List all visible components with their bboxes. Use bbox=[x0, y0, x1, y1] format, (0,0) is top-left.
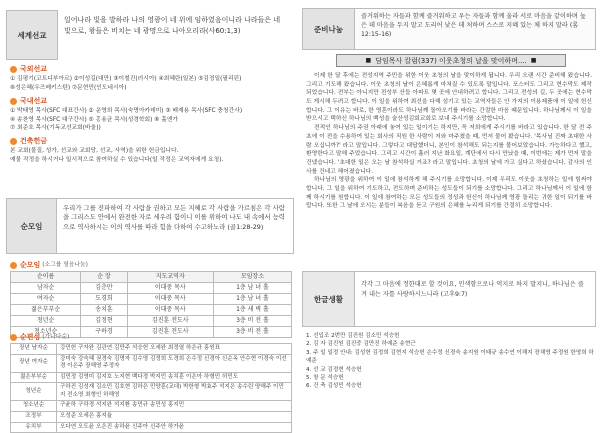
group-members: 오다연 오도윤 오은진 송하윤 신주아 신주안 하가윤 bbox=[57, 422, 292, 433]
cell-name: 청소년순 bbox=[11, 327, 81, 338]
cell-place: 1층 남 녀 홀 bbox=[213, 294, 291, 305]
left-page bbox=[0, 0, 300, 430]
question-box bbox=[302, 271, 596, 327]
list-item: 2. 김 자 김진원 김진중 김만진 하예준 송현근 bbox=[306, 341, 416, 348]
list-item: 4. 선 교 김정현 석승헌 bbox=[306, 366, 362, 373]
table-row bbox=[11, 305, 292, 316]
cell-place: 3층 비 전 홀 bbox=[213, 316, 291, 327]
cell-leader: 김춘만 bbox=[81, 283, 127, 294]
group-name: 젊은부부순 bbox=[11, 372, 57, 383]
schedule-list bbox=[306, 332, 594, 391]
domestic-mission-line: ⑦ 최준호 목사(기독교선교회(바울)) bbox=[10, 124, 101, 131]
cell-name: 젊은부부순 bbox=[11, 305, 81, 316]
cell-place: 1층 새 벽 홀 bbox=[213, 305, 291, 316]
domestic-mission-title: 국내선교 bbox=[20, 97, 48, 105]
prayer-label: 순모임 bbox=[7, 199, 57, 253]
foreign-mission-title: 국외선교 bbox=[20, 65, 48, 73]
cells-section bbox=[10, 260, 292, 338]
bullet-icon bbox=[10, 262, 17, 269]
building-section bbox=[10, 136, 292, 164]
cells-subtitle: (소그룹 열음나눔) bbox=[42, 261, 88, 268]
prayer-text: 우리가 그를 전파하여 각 사람을 권하고 모든 지혜로 각 사람을 가르침은 각 사람을 그리스도 안에서 완전한 자로 세우려 함이니 이를 위하여 나도 내 속에서 능력으로 역사하시는 이의 역사를 따라 힘을 다하여 수고하노라 (골1:28-29) bbox=[63, 204, 285, 231]
prayer-box bbox=[6, 198, 294, 254]
mission-label: 세계선교 bbox=[6, 10, 58, 60]
list-item: 5. 창 문 석승헌 bbox=[306, 374, 344, 381]
cell-pastor: 김진훈 전도사 bbox=[127, 316, 213, 327]
visits-subtitle: (가나다순) bbox=[42, 333, 70, 340]
column-paragraph: 이제 한 달 후에는 전성지역 주민을 위한 이웃 초청의 날을 맞이하게 됩니다. 우리 오랜 시간 준비해 왔습니다. 그리고 기도해 왔습니다. 이웃 초청의 날이 은혜롭게 마쳐질 수 있도록 말입니다. 포스터도 그리고 현수막도 제작되었습니다. 전부는 아니지만 전성부 산들 아파트 몇 곳에 안내하려고 합니다. 그리고 전성의 길, 두 곳에는 현수막도 게시해 두려고 합니다. 이 일을 위하여 최선을 다해 섬기고 있는 교역자들은 안 가지의 이용제품에 이 일에 헌신합니다. 그 이유는 바로, 한 영혼이라도 하나님께 돌아오기를 바라는 간절한 마음 때문입니다. 하나님께서 이 일을 받으시고 택하신 하나님의 백성을 술산성김회교회로 보내 주시기를 소망합니다. bbox=[306, 73, 592, 123]
question-text: 각각 그 마음에 정한대로 할 것이요, 인색함으로나 억지로 하지 말지니, 하나님은 즐겨 내는 자를 사랑하시느니라 (고후9:7) bbox=[361, 281, 584, 298]
cell-pastor: 김진훈 전도사 bbox=[127, 327, 213, 338]
list-item: 6. 건 축 김성민 석승헌 bbox=[306, 383, 362, 390]
cells-header-row bbox=[11, 272, 292, 283]
table-row bbox=[11, 354, 292, 372]
domestic-mission-line: ① 박태영 목사(SFC 대표간사) ② 운영희 목사(숙명아카데미) ③ 배재용 목사(SFC 충청간사) bbox=[10, 108, 243, 115]
cell-leader: 김정현 bbox=[81, 316, 127, 327]
group-members: 구윤하 구하경 석지완 석지환 송민규 송민성 홍지민 bbox=[57, 401, 292, 412]
table-row bbox=[11, 316, 292, 327]
column-title: 담임목사 칼럼(337) 이웃초청의 날을 맞이하며.... bbox=[375, 56, 527, 65]
square-icon: ■ bbox=[530, 57, 537, 64]
cells-title: 순모임 bbox=[20, 261, 41, 269]
blessing-text: 즐거워하는 자들과 함께 즐거워하고 우는 자들과 함께 울라 서로 마음을 같이하며 높은 데 마음을 두지 말고 도리어 낮은 데 처하며 스스로 지혜 있는 체 하지 말라 (롬12:15-16) bbox=[361, 13, 586, 38]
column-paragraph: 전적인 하나님의 주권 아래에 놓여 있는 일이기는 하지만, 꼭 저희에게 주시기를 바라고 있습니다. 한 달 전 주초에 이 전을 수용하여 있는 회사의 직원 한 사람이 저와 마주쳤을 때, 먼저 물어 봤습니다. '목사님 진짜 초대한 사람 오십니까?' 라고 말입니다. 그렇다고 대답했더니, 본인이 참석해도 되는지를 물어보았습니다. 가능하다고 했고, 환영한다고 말해 주었습니다. 그리고 시간이 흘러 지난 화요일, 계단에서 다시 만났을 때, 이번에는 제가 먼저 말을 건넸습니다. '초대한 일은 오는 날 참석하실 거죠? 라고 말입니다. 초청의 날에 가고 싶다고 하셨습니다. 감사의 인사를 건네고 헤어졌습니다. bbox=[306, 125, 592, 175]
column-paragraph: 하나님의 영광을 위하여 이 일에 참석하게 해 주시기를 소망합니다. 이제 우리도 이웃을 초청하는 일에 힘써야 합니다. 그 일을 위하여 기도하고, 전도하며 준비하는 성도들이 되기를 소망합니다. 그리고 하나님께서 이 일에 함께 하시기를 원합니다. 이 일에 참여하는 모든 성도들의 정성과 헌신이 하나님께 영광 돌리는 귀한 일이 되기를 바랍니다. 또한 그 날에 오시는 분들이 복음을 듣고 구원의 은혜를 누리게 되기를 간절히 소망합니다. bbox=[306, 177, 592, 210]
list-item: 1. 선입조 2번만 김진원 김소민 석승헌 bbox=[306, 333, 400, 339]
cell-pastor: 이대중 목사 bbox=[127, 283, 213, 294]
table-row bbox=[11, 344, 292, 355]
group-members: 김민정 김영미 김지호 노지현 백다경 박지민 송치훈 이은아 하형민 허민도 bbox=[57, 372, 292, 383]
group-members: 강미숙 강숙혜 권경숙 김명자 김수영 김정희 도경희 손수정 신경아 신순옥 안수현 이경숙 이선경 이은주 장해영 주정자 bbox=[57, 354, 292, 372]
mission-text: 일어나라 빛을 발하라 나의 영광이 네 위에 임하였음이니라 나라들은 네 빛으로, 왕들은 비치는 네 광명으로 나아오리라(사60:1,3) bbox=[64, 16, 281, 35]
cell-name: 여자순 bbox=[11, 294, 81, 305]
visits-table bbox=[10, 343, 292, 433]
cells-header: 순이름 bbox=[11, 272, 81, 283]
bullet-icon bbox=[10, 334, 17, 341]
cell-leader: 도경희 bbox=[81, 294, 127, 305]
bullet-icon bbox=[10, 66, 17, 73]
building-title: 건축헌금 bbox=[20, 137, 48, 145]
bullet-icon bbox=[10, 98, 17, 105]
visits-title: 순편성 bbox=[20, 333, 41, 341]
cell-place: 3층 비 전 홀 bbox=[213, 327, 291, 338]
foreign-mission-section bbox=[10, 64, 292, 92]
group-name: 장년 여자순 bbox=[11, 354, 57, 372]
cell-name: 청년순 bbox=[11, 316, 81, 327]
domestic-mission-section bbox=[10, 96, 292, 132]
group-name: 유치부 bbox=[11, 422, 57, 433]
building-line: 예물 작정을 하시거나 일시적으로 참여하실 수 있습니다(일 작정은 교역자에게 요청). bbox=[10, 156, 224, 163]
foreign-mission-line: ⑥성은혜(우즈베키스탄) ⑦문현민(인도네시아) bbox=[10, 84, 127, 91]
group-members: 강민헌 구자완 김관연 김만주 석승헌 오세완 최정열 하은규 홍원표 bbox=[57, 344, 292, 355]
building-line: 본 교회(물질, 성가, 선교와 교회당, 선교, 사역)을 위한 헌금입니다. bbox=[10, 148, 179, 155]
domestic-mission-line: ④ 송찬영 목사(SFC 대구간사) ⑤ 홍용균 목사(성경학회) ⑥ 홀엔가 bbox=[10, 116, 179, 123]
blessing-box bbox=[302, 8, 596, 50]
right-page bbox=[300, 0, 600, 424]
table-row bbox=[11, 422, 292, 433]
group-members: 구하진 김성재 김소민 김호현 김하은 민양훈(교대) 박한형 박효주 석지은 송수린 양해주 이민지 전소영 최형인 하해영 bbox=[57, 383, 292, 401]
cell-leader: 송치훈 bbox=[81, 305, 127, 316]
cell-pastor: 이대중 목사 bbox=[127, 305, 213, 316]
cells-header: 지도교역자 bbox=[127, 272, 213, 283]
cells-table bbox=[10, 271, 292, 338]
group-name: 청소년순 bbox=[11, 401, 57, 412]
table-row bbox=[11, 401, 292, 412]
question-label: 한글생활 bbox=[303, 272, 355, 326]
bullet-icon bbox=[10, 138, 17, 145]
group-members: 오성준 오세은 홍지율 bbox=[57, 411, 292, 422]
column-title-banner bbox=[336, 54, 566, 67]
table-row bbox=[11, 372, 292, 383]
group-name: 조정부 bbox=[11, 411, 57, 422]
cell-pastor: 이대중 목사 bbox=[127, 294, 213, 305]
visits-section bbox=[10, 332, 292, 433]
cell-name: 남자순 bbox=[11, 283, 81, 294]
blessing-label: 준비나눔 bbox=[303, 9, 355, 49]
table-row bbox=[11, 283, 292, 294]
list-item: 3. 주 일 일정 안내: 김성헌 김정희 김현지 석승헌 손수정 신경숙 송지원 이태규 송수연 이해지 장채영 주정원 한영희 하예준 bbox=[306, 349, 594, 365]
table-row bbox=[11, 294, 292, 305]
table-row bbox=[11, 383, 292, 401]
group-name: 청년순 bbox=[11, 383, 57, 401]
square-icon: ■ bbox=[365, 57, 372, 64]
cell-place: 1층 남 녀 홀 bbox=[213, 283, 291, 294]
group-name: 장년 남자순 bbox=[11, 344, 57, 355]
cells-header: 모임장소 bbox=[213, 272, 291, 283]
column-body bbox=[306, 72, 592, 268]
mission-box bbox=[6, 10, 294, 60]
cells-header: 순 장 bbox=[81, 272, 127, 283]
foreign-mission-line: ① 김평기(코트디부아르) ②이성길(대만) ③이철진(러시아) ④최혜란(일본) ⑤김정일(필리핀) bbox=[10, 76, 242, 83]
cell-leader: 구하경 bbox=[81, 327, 127, 338]
table-row bbox=[11, 411, 292, 422]
